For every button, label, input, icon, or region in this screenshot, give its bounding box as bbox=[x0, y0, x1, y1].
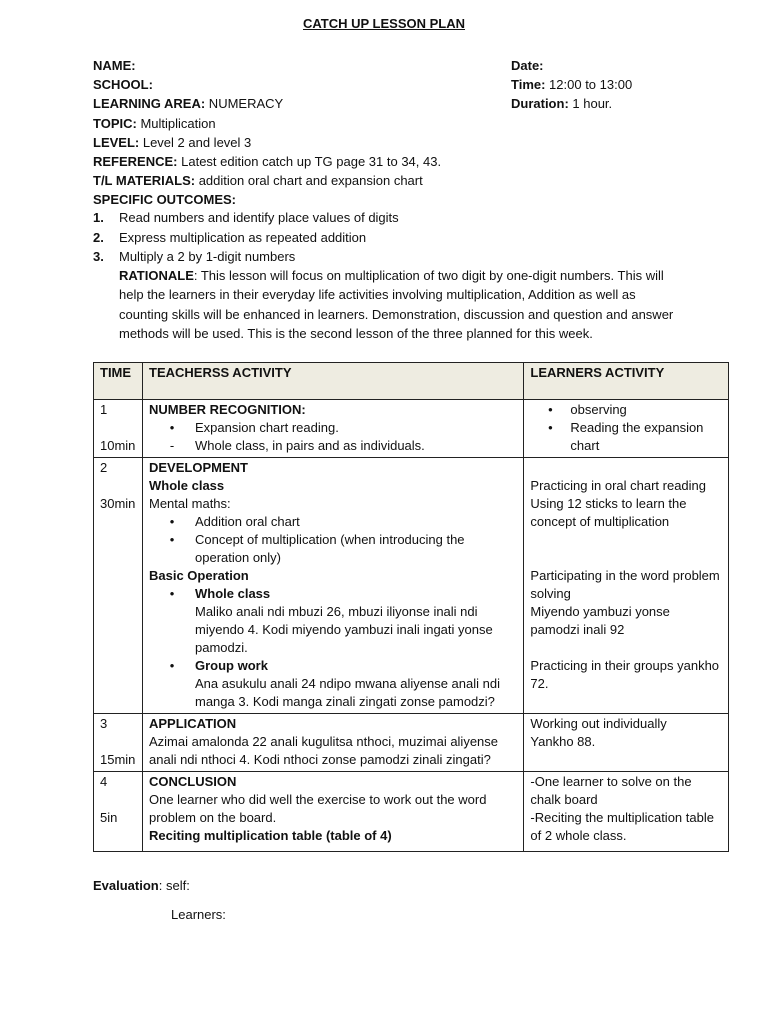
header-learners-activity: LEARNERS ACTIVITY bbox=[524, 363, 729, 400]
time-field: Time: 12:00 to 13:00 bbox=[511, 77, 633, 93]
bullet-icon: • bbox=[169, 514, 175, 529]
duration-field: Duration: 1 hour. bbox=[511, 96, 613, 112]
outcome-item: 2. Express multiplication as repeated addition bbox=[93, 229, 367, 245]
table-row bbox=[94, 772, 729, 852]
evaluation-learners: Learners: bbox=[171, 907, 226, 922]
outcome-item: 1. Read numbers and identify place values of digits bbox=[93, 210, 399, 225]
header-schedule bbox=[511, 56, 751, 114]
table-row bbox=[94, 400, 729, 458]
learners-activity-cell: -One learner to solve on the chalk board -Reciting the multiplication table of 2 whole class. bbox=[524, 772, 729, 852]
page-title: CATCH UP LESSON PLAN bbox=[302, 16, 466, 31]
outcome-item: 3. Multiply a 2 by 1-digit numbers bbox=[93, 249, 296, 264]
learners-activity-cell: • observing • Reading the expansion chart bbox=[524, 400, 729, 458]
row-heading: APPLICATION bbox=[149, 716, 237, 731]
time-cell: 2 30min bbox=[94, 458, 143, 714]
table-header-row bbox=[94, 363, 729, 400]
learning-area-field: LEARNING AREA: NUMERACY bbox=[93, 96, 284, 112]
bullet-icon: • bbox=[169, 420, 175, 435]
learners-activity-cell: Working out individually Yankho 88. bbox=[524, 714, 729, 772]
learners-activity-cell: Practicing in oral chart reading Using 12 sticks to learn the concept of multiplication Participating in the word problem solving Miyendo yambuzi yonse pamodzi inali 92 Practicing in their groups yankho 72. bbox=[524, 458, 729, 714]
level-field: LEVEL: Level 2 and level 3 bbox=[93, 134, 252, 150]
time-cell: 3 15min bbox=[94, 714, 143, 772]
reference-field: REFERENCE: Latest edition catch up TG page 31 to 34, 43. bbox=[93, 153, 442, 169]
teachers-activity-cell: NUMBER RECOGNITION: • Expansion chart reading. - Whole class, in pairs and as individuals. bbox=[143, 400, 524, 458]
row-heading: NUMBER RECOGNITION: bbox=[149, 402, 306, 417]
lesson-table bbox=[93, 362, 729, 852]
bullet-icon: • bbox=[548, 420, 553, 435]
row-heading: CONCLUSION bbox=[149, 774, 237, 789]
name-label: NAME: bbox=[93, 58, 136, 73]
header-time: TIME bbox=[94, 363, 143, 400]
teachers-activity-cell: APPLICATION Azimai amalonda 22 anali kugulitsa nthoci, muzimai aliyense anali ndi nthoci 4. Kodi nthoci zonse pamodzi zinali zingati? bbox=[143, 714, 524, 772]
bullet-icon: • bbox=[169, 586, 175, 601]
header-fields bbox=[93, 56, 513, 210]
bullet-icon: • bbox=[548, 402, 553, 417]
header-teachers-activity: TEACHERSS ACTIVITY bbox=[143, 363, 524, 400]
rationale-paragraph: RATIONALE: This lesson will focus on multiplication of two digit by one-digit numbers. This will help the learners in their everyday life activities involving multiplication, Addition as well as counting skills will be enhanced in learners. Demonstration, discussion and question and answer methods will be used. This is the second lesson of the three planned for this week. bbox=[119, 268, 674, 341]
table-row bbox=[94, 714, 729, 772]
evaluation-line: Evaluation: self: bbox=[93, 878, 190, 893]
bullet-icon: • bbox=[169, 658, 175, 673]
school-label: SCHOOL: bbox=[93, 77, 153, 93]
teachers-activity-cell: DEVELOPMENT Whole class Mental maths: • Addition oral chart • Concept of multiplication (when introducing the operation only) Basic Operation • Whole class Maliko anali ndi mbuzi 26, mbuzi iliyonse inali ndi miyendo 4. Kodi miyendo yambuzi inali ingati yonse pamodzi. • Group work Ana asukulu anali 24 ndipo mwana aliyense anali ndi manga 3. Kodi manga zinali zingati zonse pamodzi? bbox=[143, 458, 524, 714]
time-cell: 4 5in bbox=[94, 772, 143, 852]
topic-field: TOPIC: Multiplication bbox=[93, 115, 216, 131]
materials-field: T/L MATERIALS: addition oral chart and expansion chart bbox=[93, 173, 423, 189]
teachers-activity-cell: CONCLUSION One learner who did well the exercise to work out the word problem on the board. Reciting multiplication table (table of 4) bbox=[143, 772, 524, 852]
table-row bbox=[94, 458, 729, 714]
outcomes-list bbox=[93, 208, 693, 267]
row-heading: DEVELOPMENT bbox=[149, 460, 248, 475]
date-label: Date: bbox=[511, 58, 544, 73]
outcomes-label: SPECIFIC OUTCOMES: bbox=[93, 192, 237, 208]
dash-icon: - bbox=[169, 438, 175, 453]
time-cell: 1 10min bbox=[94, 400, 143, 458]
bullet-icon: • bbox=[169, 532, 175, 547]
